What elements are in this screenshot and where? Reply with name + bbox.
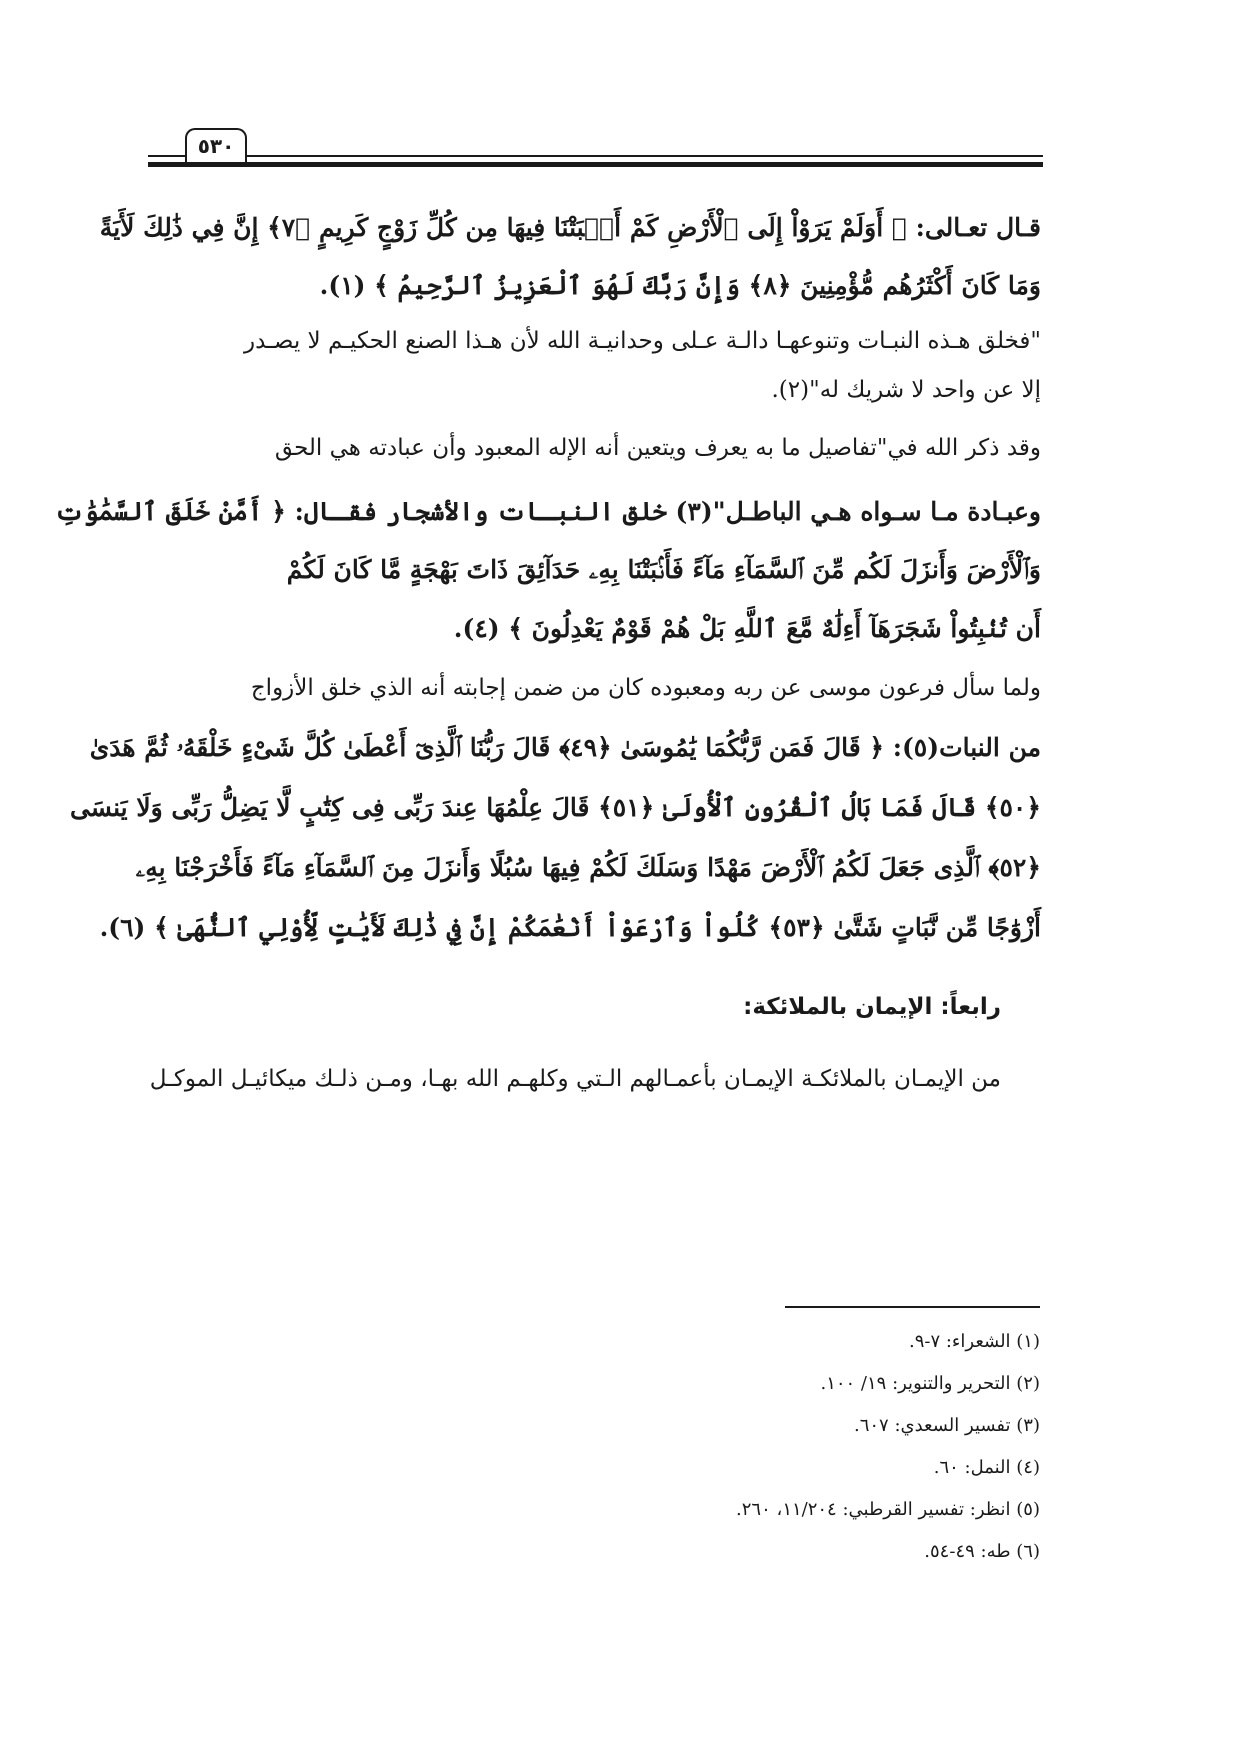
footnote-rule [785,1306,1040,1308]
footnote-2: (٢) التحرير والتنوير: ١٩/ ١٠٠. [820,1373,1040,1394]
footnote-3: (٣) تفسير السعدي: ٦٠٧. [853,1415,1040,1436]
body-line-11: ﴿٥٠﴾ قَالَ فَمَا بَالُ ٱلْقُرُونِ ٱلْأُولَىٰ ﴿٥١﴾ قَالَ عِلْمُهَا عِندَ رَبِّى فِى كِتَٰبٍ لَّا يَضِلُّ رَبِّى وَلَا يَنسَى [69,793,1041,822]
body-line-9: ولما سأل فرعون موسى عن ربه ومعبوده كان من ضمن إجابته أنه الذي خلق الأزواج [250,675,1041,701]
footnote-6: (٦) طه: ٤٩-٥٤. [924,1541,1040,1562]
body-line-4: إلا عن واحد لا شريك له"(٢). [771,377,1041,403]
body-line-8: أَن تُنۢبِتُواْ شَجَرَهَآ أَءِلَٰهٌ مَّعَ ٱللَّهِ بَلْ هُمْ قَوْمٌ يَعْدِلُونَ ﴾ (٤). [453,614,1041,643]
body-line-2: وَمَا كَانَ أَكْثَرُهُم مُّؤْمِنِينَ ﴿٨﴾ وَإِنَّ رَبَّكَ لَهُوَ ٱلْعَزِيزُ ٱلرَّحِيمُ ﴾ (١). [319,271,1041,300]
body-line-12: ﴿٥٢﴾ ٱلَّذِى جَعَلَ لَكُمُ ٱلْأَرْضَ مَهْدًا وَسَلَكَ لَكُمْ فِيهَا سُبُلًا وَأَنزَلَ مِنَ ٱلسَّمَآءِ مَآءً فَأَخْرَجْنَا بِهِۦ [135,853,1041,882]
body-last-line: من الإيمـان بالملائكـة الإيمـان بأعمـالهم الـتي وكلهـم الله بهـا، ومـن ذلـك ميكائيـل الموكـل [149,1066,1001,1092]
footnote-4: (٤) النمل: ٦٠. [933,1457,1040,1478]
header-rule-thin [148,155,1043,157]
body-line-10: من النبات(٥): ﴿ قَالَ فَمَن رَّبُّكُمَا يَٰمُوسَىٰ ﴿٤٩﴾ قَالَ رَبُّنَا ٱلَّذِىٓ أَعْطَىٰ كُلَّ شَىْءٍ خَلْقَهُۥ ثُمَّ هَدَىٰ [89,733,1041,762]
body-line-1: قـال تعـالى: ﴿ أَوَلَمْ يَرَوْاْ إِلَى ٱلْأَرْضِ كَمْ أَنۢبَتْنَا فِيهَا مِن كُلِّ زَوْجٍ كَرِيمٍ ﴿٧﴾ إِنَّ فِي ذَٰلِكَ لَأَيَةً [99,213,1041,242]
body-line-5: وقد ذكر الله في"تفاصيل ما به يعرف ويتعين أنه الإله المعبود وأن عبادته هي الحق [274,435,1041,461]
section-heading: رابعاً: الإيمان بالملائكة: [743,994,1001,1020]
header-rule-thick [148,162,1043,167]
body-line-13: أَزْوَٰجًا مِّن نَّبَاتٍ شَتَّىٰ ﴿٥٣﴾ كُلُواْ وَٱرْعَوْاْ أَنْعَٰمَكُمْ إِنَّ فِي ذَٰلِكَ لَأَيَٰتٍ لِّأُوْلِي ٱلنُّهَىٰ ﴾ (٦). [99,913,1041,942]
body-line-7: وَٱلْأَرْضَ وَأَنزَلَ لَكُم مِّنَ ٱلسَّمَآءِ مَآءً فَأَنۢبَتْنَا بِهِۦ حَدَآئِقَ ذَاتَ بَهْجَةٍ مَّا كَانَ لَكُمْ [286,555,1041,584]
footnote-1: (١) الشعراء: ٧-٩. [908,1331,1040,1352]
body-line-6: وعبـادة مـا سـواه هـي الباطـل"(٣) خلق النبـات والأشجار فقـال: ﴿ أَمَّنْ خَلَقَ ٱلسَّمَٰوَٰتِ [54,497,1041,526]
page-number: ٥٣٠ [185,128,247,162]
footnote-5: (٥) انظر: تفسير القرطبي: ١١/٢٠٤، ٢٦٠. [736,1499,1040,1520]
body-line-3: "فخلق هـذه النبـات وتنوعهـا دالـة عـلى وحدانيـة الله لأن هـذا الصنع الحكيـم لا يصـدر [243,328,1041,354]
